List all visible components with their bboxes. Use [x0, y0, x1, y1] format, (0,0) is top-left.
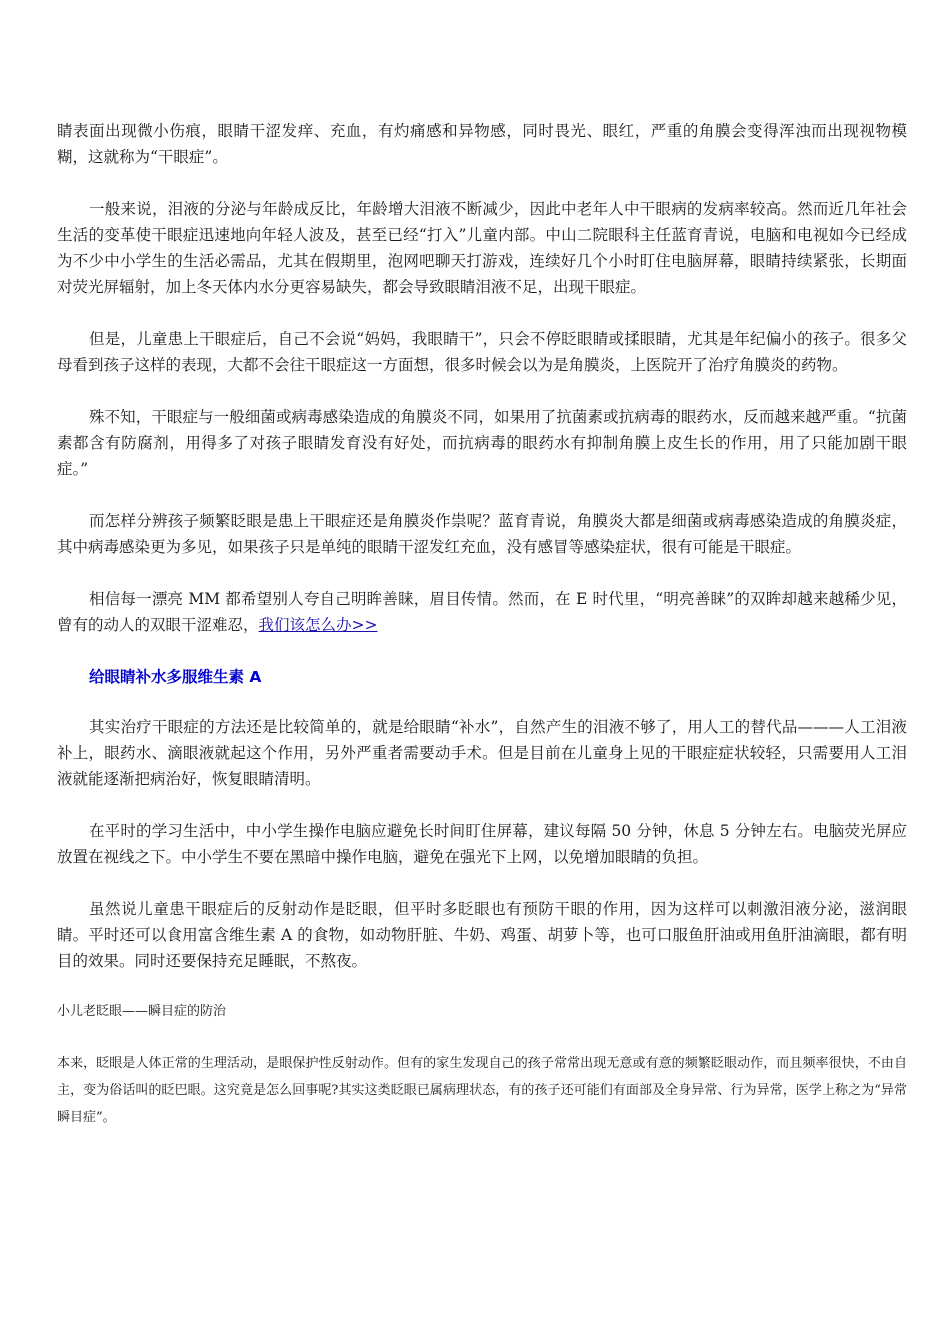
paragraph-10: 本来，眨眼是人体正常的生理活动，是眼保护性反射动作。但有的家生发现自己的孩子常常出现无意或有意的频繁眨眼动作，而且频率很快，不由自主，变为俗话叫的眨巴眼。这究竟是怎么回事呢?其实这类眨眼已属病理状态，有的孩子还可能们有面部及全身异常、行为异常，医学上称之为“异常瞬目症”。 — [57, 1056, 907, 1125]
paragraph-9: 虽然说儿童患干眼症后的反射动作是眨眼，但平时多眨眼也有预防干眼的作用，因为这样可以刺激泪液分泌，滋润眼睛。平时还可以食用富含维生素 A 的食物，如动物肝脏、牛奶、鸡蛋、胡萝卜等，也可口服鱼肝油或用鱼肝油滴眼，都有明目的效果。同时还要保持充足睡眠，不熬夜。 — [57, 900, 907, 970]
section-heading: 给眼睛补水多服维生素 A — [89, 668, 262, 686]
article-body — [57, 118, 907, 1131]
paragraph-4: 殊不知，干眼症与一般细菌或病毒感染造成的角膜炎不同，如果用了抗菌素或抗病毒的眼药水，反而越来越严重。“抗菌素都含有防腐剂，用得多了对孩子眼睛发育没有好处，而抗病毒的眼药水有抑制角膜上皮生长的作用，用了只能加剧干眼症。” — [57, 408, 907, 478]
paragraph-5: 而怎样分辨孩子频繁眨眼是患上干眼症还是角膜炎作祟呢？蓝育青说，角膜炎大都是细菌或病毒感染造成的角膜炎症，其中病毒感染更为多见，如果孩子只是单纯的眼睛干涩发红充血，没有感冒等感染症状，很有可能是干眼症。 — [57, 512, 907, 556]
paragraph-6 — [57, 586, 907, 638]
paragraph-6-text: 相信每一漂亮 MM 都希望别人夸自己明眸善睐，眉目传情。然而，在 E 时代里，“明亮善睐”的双眸却越来越稀少见，曾有的动人的双眼干涩难忍， — [57, 590, 907, 634]
paragraph-7: 其实治疗干眼症的方法还是比较简单的，就是给眼睛“补水”，自然产生的泪液不够了，用人工的替代品———人工泪液补上，眼药水、滴眼液就起这个作用，另外严重者需要动手术。但是目前在儿童身上见的干眼症症状较轻，只需要用人工泪液就能逐渐把病治好，恢复眼睛清明。 — [57, 718, 907, 788]
paragraph-1: 睛表面出现微小伤痕，眼睛干涩发痒、充血，有灼痛感和异物感，同时畏光、眼红，严重的角膜会变得浑浊而出现视物模糊，这就称为“干眼症”。 — [57, 122, 907, 166]
what-to-do-link[interactable]: 我们该怎么办>> — [258, 616, 378, 634]
subsection-title: 小儿老眨眼——瞬目症的防治 — [57, 1004, 227, 1019]
paragraph-8: 在平时的学习生活中，中小学生操作电脑应避免长时间盯住屏幕，建议每隔 50 分钟，休息 5 分钟左右。电脑荧光屏应放置在视线之下。中小学生不要在黑暗中操作电脑，避免在强光下上网，以免增加眼睛的负担。 — [57, 822, 907, 866]
paragraph-3: 但是，儿童患上干眼症后，自己不会说“妈妈，我眼睛干”，只会不停眨眼睛或揉眼睛，尤其是年纪偏小的孩子。很多父母看到孩子这样的表现，大都不会往干眼症这一方面想，很多时候会以为是角膜炎，上医院开了治疗角膜炎的药物。 — [57, 330, 907, 374]
paragraph-2: 一般来说，泪液的分泌与年龄成反比，年龄增大泪液不断减少，因此中老年人中干眼病的发病率较高。然而近几年社会生活的变革使干眼症迅速地向年轻人波及，甚至已经“打入”儿童内部。中山二院眼科主任蓝育青说，电脑和电视如今已经成为不少中小学生的生活必需品，尤其在假期里，泡网吧聊天打游戏，连续好几个小时盯住电脑屏幕，眼睛持续紧张，长期面对荧光屏辐射，加上冬天体内水分更容易缺失，都会导致眼睛泪液不足，出现干眼症。 — [57, 200, 907, 296]
